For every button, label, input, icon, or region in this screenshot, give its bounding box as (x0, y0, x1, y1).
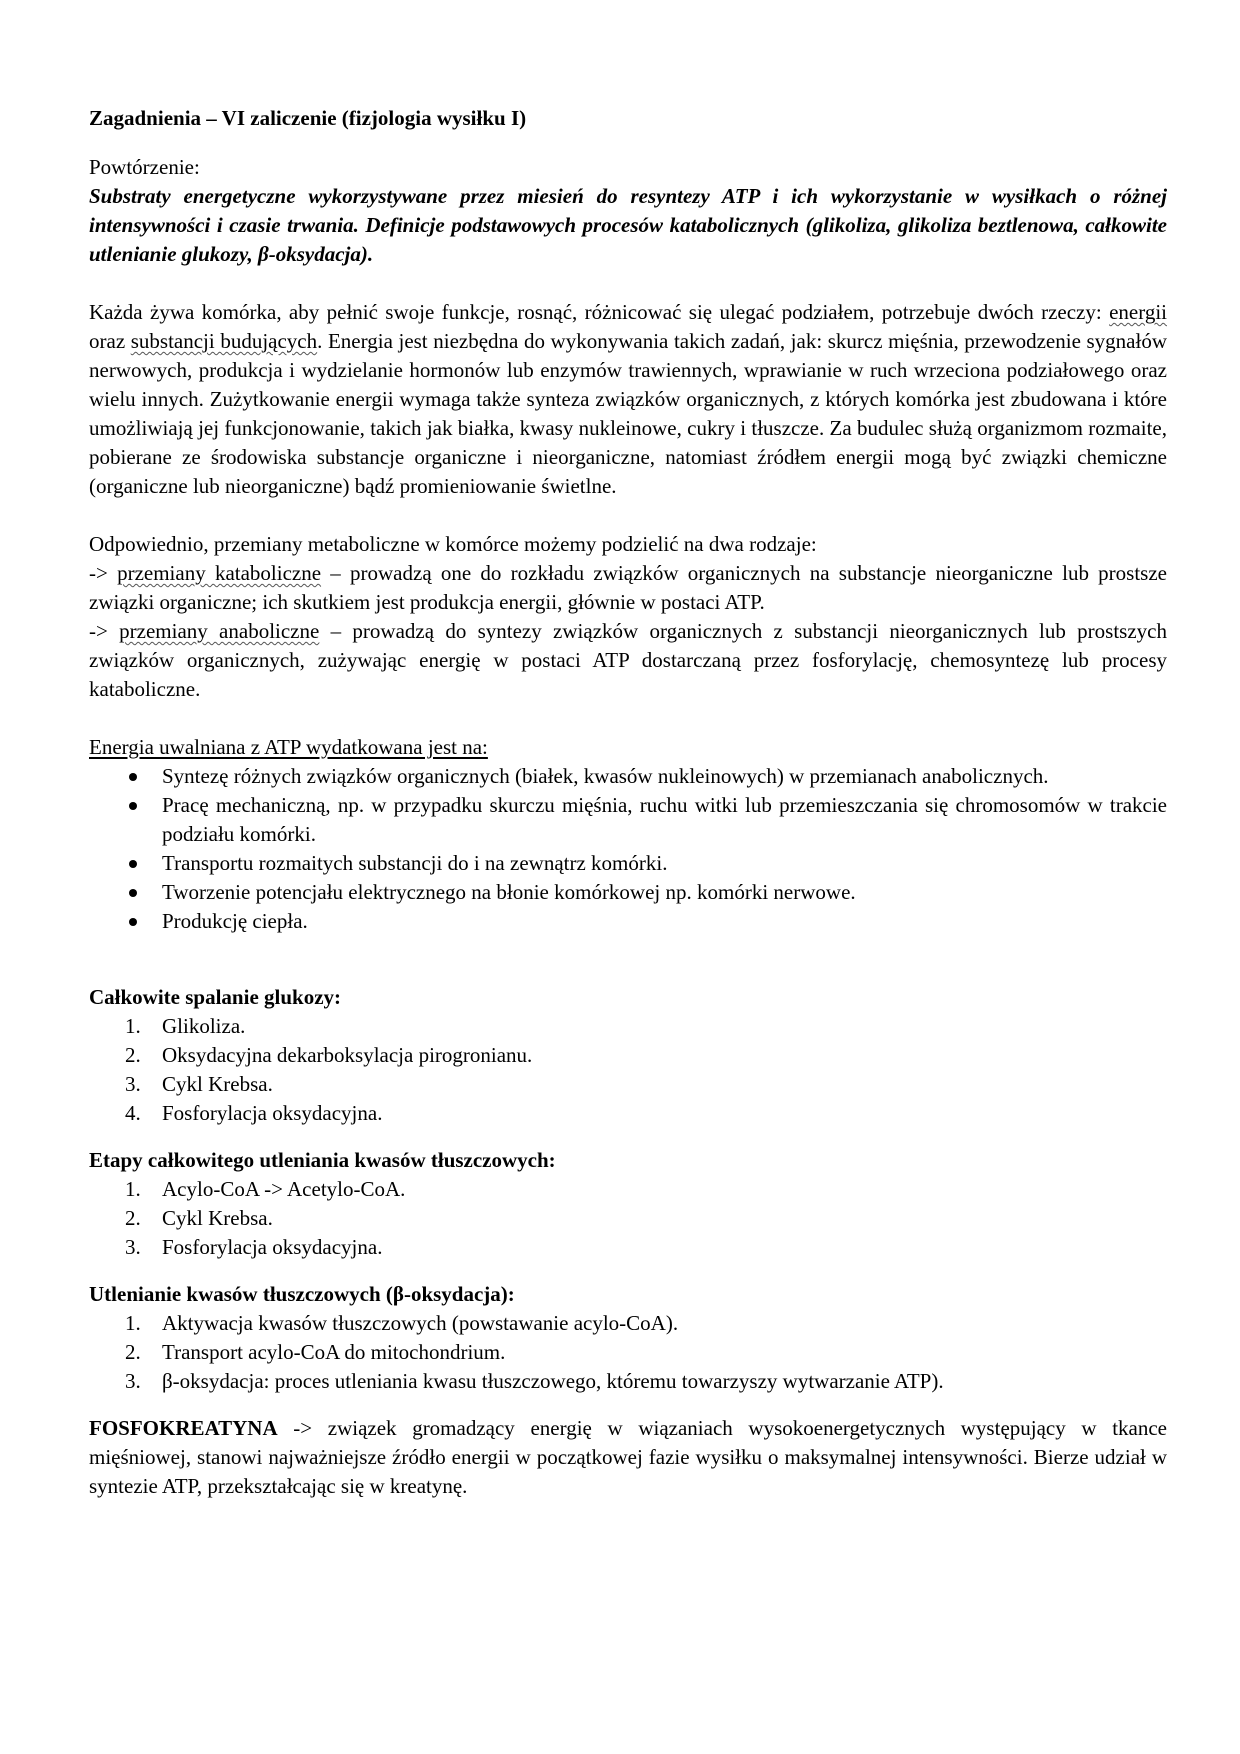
item-text: Fosforylacja oksydacyjna. (162, 1235, 383, 1259)
spacer (89, 936, 1167, 965)
document-title: Zagadnienia – VI zaliczenie (fizjologia wysiłku I) (89, 106, 527, 130)
beta-oxidation-heading: Utlenianie kwasów tłuszczowych (β-oksydacja): (89, 1282, 515, 1306)
fatty-acid-oxidation-heading: Etapy całkowitego utleniania kwasów tłuszczowych: (89, 1148, 556, 1172)
atp-usage-list (89, 762, 1167, 936)
item-number: 1. (125, 1311, 141, 1335)
list-item (89, 1338, 1167, 1367)
term-energy: energii (1109, 300, 1167, 324)
term-building-substances: substancji budujących (130, 329, 318, 353)
arrow-marker: -> (89, 561, 118, 585)
arrow-marker: -> (89, 619, 120, 643)
item-text: Cykl Krebsa. (162, 1072, 273, 1096)
list-item (89, 1309, 1167, 1338)
list-item: Tworzenie potencjału elektrycznego na błonie komórkowej np. komórki nerwowe. (89, 878, 1167, 907)
list-item (89, 1175, 1167, 1204)
paragraph-cell-needs (89, 298, 1167, 501)
item-text: Fosforylacja oksydacyjna. (162, 1101, 383, 1125)
anabolic-text: – prowadzą do syntezy związków organicznych z substancji nieorganicznych lub prostszych związków organicznych, zużywając energię w postaci ATP dostarczaną przez fosforylację, chemosyntezę lub procesy kataboliczne. (89, 619, 1167, 701)
intro-text: Substraty energetyczne wykorzystywane przez miesień do resyntezy ATP i ich wykorzystanie w wysiłkach o różnej intensywności i czasie trwania. Definicje podstawowych procesów katabolicznych (glikoliza, glikoliza beztlenowa, całkowite utlenianie glukozy, β-oksydacja). (89, 184, 1167, 266)
spacer (89, 501, 1167, 530)
item-text: Oksydacyjna dekarboksylacja pirogronianu. (162, 1043, 533, 1067)
document-page (89, 104, 1167, 1501)
spacer (89, 1262, 1167, 1280)
spacer (89, 704, 1167, 733)
item-text: Aktywacja kwasów tłuszczowych (powstawanie acylo-CoA). (162, 1311, 679, 1335)
item-number: 4. (125, 1101, 141, 1125)
list-item (89, 1204, 1167, 1233)
list-item (89, 1099, 1167, 1128)
list-item (89, 1041, 1167, 1070)
term-anabolic: przemiany anaboliczne (119, 619, 320, 643)
phosphocreatine-text: -> związek gromadzący energię w wiązaniach wysokoenergetycznych występujący w tkance mięśniowej, stanowi najważniejsze źródło energii w początkowej fazie wysiłku o maksymalnej intensywności. Bierze udział w syntezie ATP, przekształcając się w kreatynę. (89, 1416, 1167, 1498)
spacer (89, 269, 1167, 298)
item-number: 1. (125, 1177, 141, 1201)
list-item: Pracę mechaniczną, np. w przypadku skurczu mięśnia, ruchu witki lub przemieszczania się chromosomów w trakcie podziału komórki. (89, 791, 1167, 849)
glucose-heading: Całkowite spalanie glukozy: (89, 985, 342, 1009)
item-number: 2. (125, 1043, 141, 1067)
spacer (89, 965, 1167, 983)
item-text: Transport acylo-CoA do mitochondrium. (162, 1340, 506, 1364)
glucose-steps (89, 1012, 1167, 1128)
beta-oxidation-steps (89, 1309, 1167, 1396)
list-item: Produkcję ciepła. (89, 907, 1167, 936)
paragraph1-middle: oraz (89, 329, 131, 353)
paragraph1-before: Każda żywa komórka, aby pełnić swoje funkcje, rosnąć, różnicować się ulegać podziałem, potrzebuje dwóch rzeczy: (89, 300, 1110, 324)
item-number: 2. (125, 1340, 141, 1364)
list-item (89, 1070, 1167, 1099)
list-item (89, 1233, 1167, 1262)
list-item: Syntezę różnych związków organicznych (białek, kwasów nukleinowych) w przemianach anabolicznych. (89, 762, 1167, 791)
item-text: Cykl Krebsa. (162, 1206, 273, 1230)
list-item: Transportu rozmaitych substancji do i na zewnątrz komórki. (89, 849, 1167, 878)
list-item (89, 1012, 1167, 1041)
intro-label: Powtórzenie: (89, 155, 200, 179)
item-text: Glikoliza. (162, 1014, 246, 1038)
paragraph1-after: . Energia jest niezbędna do wykonywania takich zadań, jak: skurcz mięśnia, przewodzenie sygnałów nerwowych, produkcja i wydzielanie hormonów lub enzymów trawiennych, wprawianie w ruch wrzeciona podziałowego oraz wielu innych. Zużytkowanie energii wymaga także synteza związków organicznych, z których komórka jest zbudowana i które umożliwiają jej funkcjonowanie, takich jak białka, kwasy nukleinowe, cukry i tłuszcze. Za budulec służą organizmom rozmaite, pobierane ze środowiska substancje organiczne i nieorganiczne, natomiast źródłem energii mogą być związki chemiczne (organiczne lub nieorganiczne) bądź promieniowanie świetlne. (89, 329, 1167, 498)
metabolism-lead: Odpowiednio, przemiany metaboliczne w komórce możemy podzielić na dwa rodzaje: (89, 532, 817, 556)
phosphocreatine-paragraph (89, 1414, 1167, 1501)
term-catabolic: przemiany kataboliczne (117, 561, 322, 585)
item-number: 3. (125, 1369, 141, 1393)
term-phosphocreatine: FOSFOKREATYNA (89, 1416, 278, 1440)
item-text: β-oksydacja: proces utleniania kwasu tłuszczowego, któremu towarzyszy wytwarzanie ATP). (162, 1369, 944, 1393)
catabolic-definition (89, 559, 1167, 617)
anabolic-definition (89, 617, 1167, 704)
list-item (89, 1367, 1167, 1396)
item-number: 1. (125, 1014, 141, 1038)
item-number: 2. (125, 1206, 141, 1230)
item-text: Acylo-CoA -> Acetylo-CoA. (162, 1177, 406, 1201)
spacer (89, 1396, 1167, 1414)
fatty-acid-oxidation-steps (89, 1175, 1167, 1262)
item-number: 3. (125, 1235, 141, 1259)
catabolic-text: – prowadzą one do rozkładu związków organicznych na substancje nieorganiczne lub prostsze związki organiczne; ich skutkiem jest produkcja energii, głównie w postaci ATP. (89, 561, 1167, 614)
spacer (89, 1128, 1167, 1146)
item-number: 3. (125, 1072, 141, 1096)
atp-usage-heading: Energia uwalniana z ATP wydatkowana jest na: (89, 735, 488, 759)
